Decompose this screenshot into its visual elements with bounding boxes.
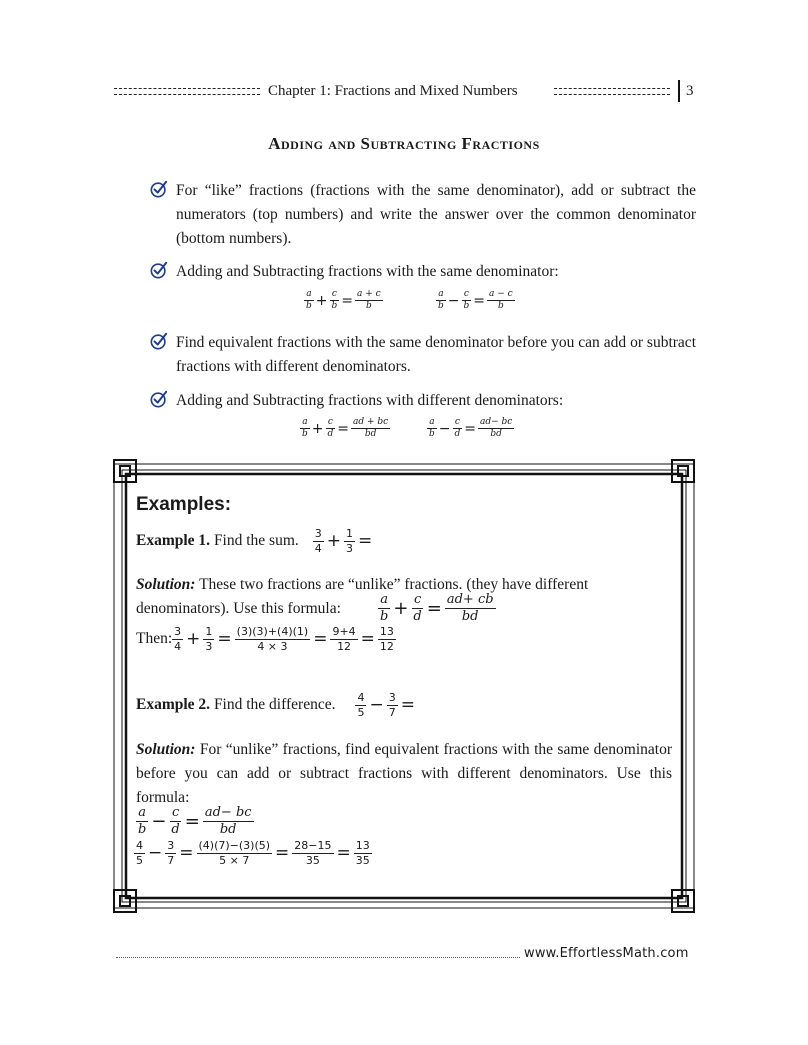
- bullet-item: [150, 389, 696, 413]
- page-number: 3: [686, 83, 694, 99]
- footer-url[interactable]: www.EffortlessMath.com: [524, 946, 689, 961]
- check-circle-icon: [150, 332, 168, 350]
- example-1-formula: $\frac{a}{b}$ + $\frac{c}{d}$ = $\frac{ad+ cb}{bd}$: [380, 592, 494, 624]
- formula-same-add: $\frac{a}{b}$ + $\frac{c}{b}$ = $\frac{a + c}{b}$: [306, 289, 381, 312]
- check-circle-icon: [150, 390, 168, 408]
- header-divider: [678, 80, 680, 102]
- formula-diff-add: $\frac{a}{b}$ + $\frac{c}{d}$ = $\frac{ad + bc}{bd}$: [302, 417, 389, 440]
- check-circle-icon: [150, 261, 168, 279]
- bullet-text: Find equivalent fractions with the same denominator before you can add or subtract fractions with different denominators.: [176, 334, 696, 375]
- example-2-steps: $\frac{4}{5}$ − $\frac{3}{7}$ = $\frac{(4)(7)-(3)(5)}{5 \times 7}$ = $\frac{28-15}{35}$ = $\frac{13}{35}$: [136, 839, 370, 867]
- footer-rule: [116, 957, 520, 958]
- bullet-text: Adding and Subtracting fractions with the same denominator:: [176, 263, 559, 280]
- example-1-solution: Solution: These two fractions are “unlike” fractions. (they have different denominators). Use this formula:: [136, 576, 589, 617]
- header-rule-left: [114, 88, 260, 95]
- bullet-item: [150, 179, 696, 251]
- examples-heading: Examples:: [136, 494, 232, 515]
- check-circle-icon: [150, 180, 168, 198]
- formula-same-subtract: $\frac{a}{b}$ − $\frac{c}{b}$ = $\frac{a - c}{b}$: [438, 289, 513, 312]
- example-1-prompt: Example 1. Find the sum. $\frac{3}{4}$ + $\frac{1}{3}$ =: [136, 527, 373, 555]
- chapter-title: Chapter 1: Fractions and Mixed Numbers: [268, 83, 518, 99]
- example-2-prompt: Example 2. Find the difference. $\frac{4}{5}$ − $\frac{3}{7}$ =: [136, 691, 415, 719]
- bullet-item: [150, 260, 696, 284]
- bullet-item: [150, 331, 696, 379]
- section-title: Adding and Subtracting Fractions: [268, 134, 540, 153]
- example-1-steps: Then: $\frac{3}{4}$ + $\frac{1}{3}$ = $\frac{(3)(3)+(4)(1)}{4 \times 3}$ = $\frac{9+4}{12}$ = $\frac{13}{12}$: [136, 625, 394, 653]
- example-2-solution: Solution: For “unlike” fractions, find equivalent fractions with the same denominator before you can add or subtract fractions with different denominators. Use this formula:: [136, 741, 673, 806]
- bullet-text: For “like” fractions (fractions with the same denominator), add or subtract the numerators (top numbers) and write the answer over the common denominator (bottom numbers).: [176, 182, 696, 247]
- example-2-formula: $\frac{a}{b}$ − $\frac{c}{d}$ = $\frac{ad- bc}{bd}$: [138, 805, 252, 837]
- bullet-text: Adding and Subtracting fractions with different denominators:: [176, 392, 564, 409]
- formula-diff-subtract: $\frac{a}{b}$ − $\frac{c}{d}$ = $\frac{ad- bc}{bd}$: [429, 417, 513, 440]
- header-rule-right: [554, 88, 670, 95]
